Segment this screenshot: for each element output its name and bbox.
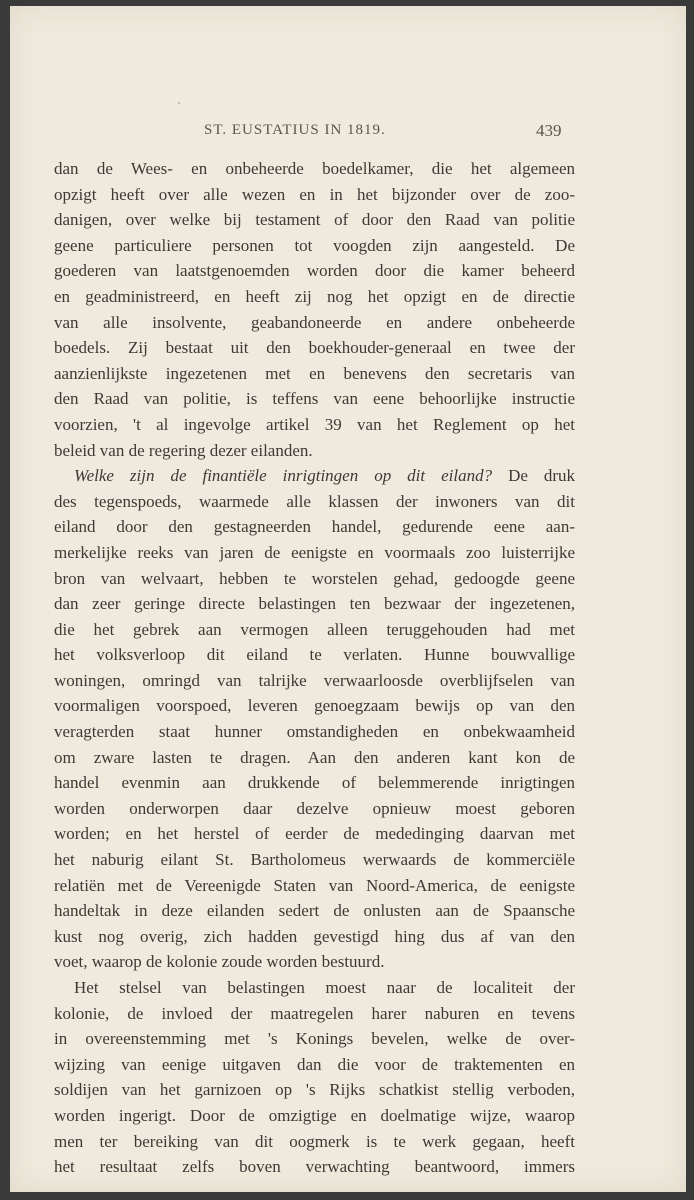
page-number: 439 [536,121,562,140]
text-line: en geadministreerd, en heeft zij nog het opzigt en de directie [54,286,575,306]
text-line [54,975,575,1001]
text-line: het resultaat zelfs boven verwachting beantwoord, immers [54,1157,575,1177]
text-line: soldijen van het garnizoen op 's Rijks schatkist stellig verboden, [54,1080,575,1100]
running-header [10,116,686,146]
text-line: het naburig eilant St. Bartholomeus werwaards de kommerciële [54,850,575,870]
text-line: wijzing van eenige uitgaven dan die voor de traktementen en [54,1054,575,1074]
text-line: het volksverloop dit eiland te verlaten. Hunne bouwvallige [54,645,575,665]
text-line: beleid van de regering dezer eilanden. [54,440,313,460]
text-line: kolonie, de invloed der maatregelen harer naburen en tevens [54,1003,575,1023]
running-title: ST. EUSTATIUS IN 1819. [204,122,386,138]
text-line: voormaligen voorspoed, leveren genoegzaam bewijs op van den [54,696,575,716]
text-line: voet, waarop de kolonie zoude worden bestuurd. [54,952,385,972]
text-line: in overeenstemming met 's Konings bevelen, welke de over- [54,1029,575,1049]
text-run: De druk [508,466,576,486]
text-line: worden; en het herstel of eerder de mededinging daarvan met [54,824,575,844]
text-line: worden onderworpen daar dezelve opnieuw moest geboren [54,798,575,818]
text-line: aanzienlijkste ingezetenen met en benevens den secretaris van [54,363,575,383]
text-line: men ter bereiking van dit oogmerk is te werk gegaan, heeft [54,1131,575,1151]
book-page [10,6,686,1192]
text-line: dan de Wees- en onbeheerde boedelkamer, die het algemeen [54,159,575,178]
text-line: danigen, over welke bij testament of door den Raad van politie [54,210,575,230]
text-line: des tegenspoeds, waarmede alle klassen der inwoners van dit [54,491,575,511]
text-line: geene particuliere personen tot voogden zijn aangesteld. De [54,235,575,255]
text-line: eiland door den gestagneerden handel, gedurende eene aan- [54,517,575,537]
paper-speck [178,102,180,104]
text-line: bron van welvaart, hebben te worstelen gehad, gedoogde geene [54,568,575,588]
text-line: relatiën met de Vereenigde Staten van Noord-America, de eenigste [54,875,575,895]
text-line: opzigt heeft over alle wezen en in het bijzonder over de zoo- [54,184,575,204]
text-line: om zware lasten te dragen. Aan den anderen kant kon de [54,747,575,767]
text-line: veragterden staat hunner omstandigheden en onbekwaamheid [54,722,575,742]
text-line: kust nog overig, zich hadden gevestigd hing dus af van den [54,926,575,946]
text-line: handel evenmin aan drukkende of belemmerende inrigtingen [54,773,575,793]
text-line: den Raad van politie, is teffens van eene behoorlijke instructie [54,389,575,409]
text-line: voorzien, 't al ingevolge artikel 39 van het Reglement op het [54,414,575,434]
text-line: dan zeer geringe directe belastingen ten bezwaar der ingezetenen, [54,594,575,614]
body-text [54,156,575,1180]
text-line: merkelijke reeks van jaren de eenigste en voormaals zoo luisterrijke [54,542,575,562]
text-line: woningen, omringd van talrijke verwaarloosde overblijfselen van [54,670,575,690]
text-line: handeltak in deze eilanden sedert de onlusten aan de Spaansche [54,901,575,921]
text-line: van alle insolvente, geabandoneerde en andere onbeheerde [54,312,575,332]
question-heading: Welke zijn de finantiële inrigtingen op dit eiland? [74,466,493,486]
text-line [54,463,575,489]
text-line: boedels. Zij bestaat uit den boekhouder-generaal en twee der [54,338,575,358]
text-line: goederen van laatstgenoemden worden door die kamer beheerd [54,261,575,281]
text-run: Het stelsel van belastingen moest naar de localiteit der [74,978,575,997]
text-line: die het gebrek aan vermogen alleen teruggehouden had met [54,619,575,639]
text-line: worden ingerigt. Door de omzigtige en doelmatige wijze, waarop [54,1105,575,1125]
